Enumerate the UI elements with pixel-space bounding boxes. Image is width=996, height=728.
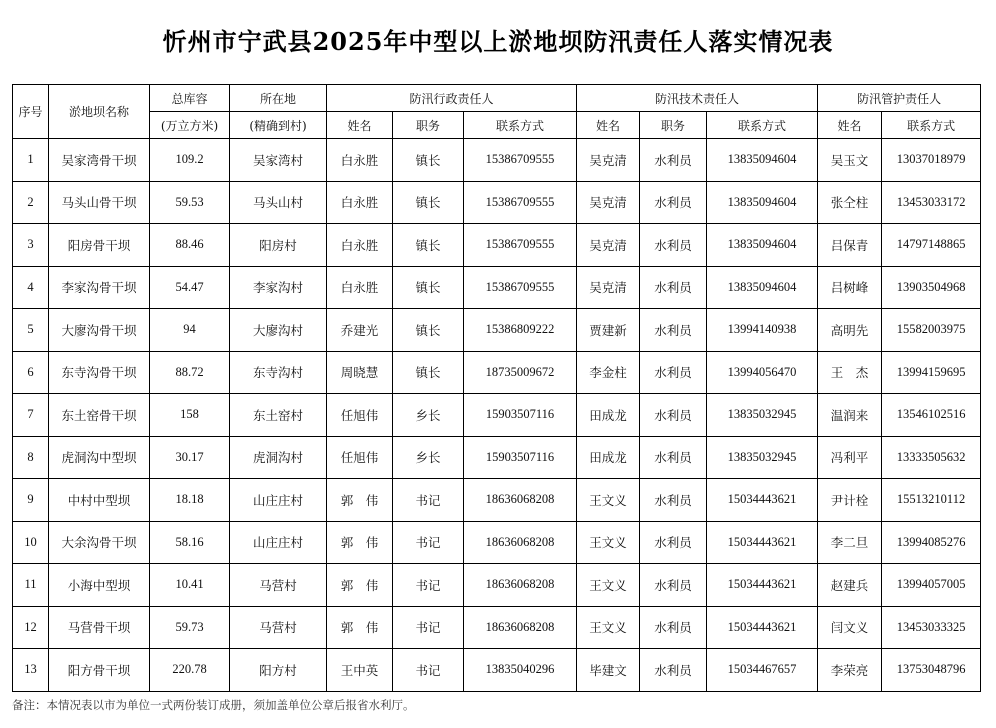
header-guard-group: 防汛管护责任人 xyxy=(818,85,981,112)
cell-dam-name: 吴家湾骨干坝 xyxy=(49,139,150,182)
cell-tech-name: 王文义 xyxy=(577,479,640,522)
cell-tech-position: 水利员 xyxy=(640,564,707,607)
cell-dam-name: 东寺沟骨干坝 xyxy=(49,351,150,394)
cell-guard-phone: 14797148865 xyxy=(882,224,981,267)
header-admin-name: 姓名 xyxy=(327,112,393,139)
cell-tech-name: 贾建新 xyxy=(577,309,640,352)
cell-tech-phone: 13994056470 xyxy=(707,351,818,394)
cell-tech-name: 吴克清 xyxy=(577,266,640,309)
header-guard-contact: 联系方式 xyxy=(882,112,981,139)
cell-village: 马头山村 xyxy=(230,181,327,224)
cell-seq: 11 xyxy=(13,564,49,607)
footnote: 备注：本情况表以市为单位一式两份装订成册，须加盖单位公章后报省水利厅。 xyxy=(12,698,415,712)
header-tech-group: 防汛技术责任人 xyxy=(577,85,818,112)
cell-dam-name: 马营骨干坝 xyxy=(49,606,150,649)
cell-tech-name: 王文义 xyxy=(577,606,640,649)
header-seq: 序号 xyxy=(13,85,49,139)
cell-admin-name: 白永胜 xyxy=(327,266,393,309)
cell-guard-name: 赵建兵 xyxy=(818,564,882,607)
cell-tech-phone: 15034443621 xyxy=(707,521,818,564)
cell-tech-phone: 15034443621 xyxy=(707,564,818,607)
cell-tech-position: 水利员 xyxy=(640,606,707,649)
cell-guard-name: 尹计栓 xyxy=(818,479,882,522)
cell-seq: 1 xyxy=(13,139,49,182)
cell-dam-name: 阳房骨干坝 xyxy=(49,224,150,267)
cell-tech-phone: 13835032945 xyxy=(707,436,818,479)
cell-guard-phone: 15513210112 xyxy=(882,479,981,522)
cell-admin-position: 镇长 xyxy=(393,224,464,267)
cell-admin-name: 白永胜 xyxy=(327,224,393,267)
cell-admin-phone: 15386809222 xyxy=(464,309,577,352)
cell-dam-name: 中村中型坝 xyxy=(49,479,150,522)
cell-village: 马营村 xyxy=(230,606,327,649)
cell-admin-name: 任旭伟 xyxy=(327,436,393,479)
cell-guard-phone: 13037018979 xyxy=(882,139,981,182)
header-dam-name: 淤地坝名称 xyxy=(49,85,150,139)
cell-admin-name: 白永胜 xyxy=(327,139,393,182)
cell-admin-phone: 13835040296 xyxy=(464,649,577,692)
cell-seq: 8 xyxy=(13,436,49,479)
cell-tech-name: 毕建文 xyxy=(577,649,640,692)
cell-tech-phone: 13835094604 xyxy=(707,181,818,224)
cell-tech-phone: 13835094604 xyxy=(707,266,818,309)
cell-village: 山庄庄村 xyxy=(230,479,327,522)
cell-admin-name: 白永胜 xyxy=(327,181,393,224)
cell-tech-position: 水利员 xyxy=(640,181,707,224)
cell-admin-phone: 18636068208 xyxy=(464,564,577,607)
cell-guard-name: 吕树峰 xyxy=(818,266,882,309)
cell-village: 阳方村 xyxy=(230,649,327,692)
cell-seq: 12 xyxy=(13,606,49,649)
cell-village: 阳房村 xyxy=(230,224,327,267)
cell-tech-name: 田成龙 xyxy=(577,436,640,479)
cell-admin-phone: 18636068208 xyxy=(464,479,577,522)
table-row xyxy=(13,521,981,564)
cell-guard-phone: 13994159695 xyxy=(882,351,981,394)
cell-admin-position: 镇长 xyxy=(393,266,464,309)
cell-capacity: 30.17 xyxy=(150,436,230,479)
cell-village: 虎洞沟村 xyxy=(230,436,327,479)
cell-admin-position: 镇长 xyxy=(393,181,464,224)
cell-admin-phone: 18636068208 xyxy=(464,521,577,564)
table-row xyxy=(13,564,981,607)
cell-tech-position: 水利员 xyxy=(640,266,707,309)
table-row xyxy=(13,479,981,522)
table-row xyxy=(13,224,981,267)
cell-capacity: 54.47 xyxy=(150,266,230,309)
cell-capacity: 58.16 xyxy=(150,521,230,564)
cell-tech-phone: 13835094604 xyxy=(707,139,818,182)
cell-dam-name: 东土窑骨干坝 xyxy=(49,394,150,437)
cell-tech-name: 吴克清 xyxy=(577,181,640,224)
page-title: 忻州市宁武县2025年中型以上淤地坝防汛责任人落实情况表 xyxy=(162,27,834,56)
cell-guard-phone: 13753048796 xyxy=(882,649,981,692)
cell-seq: 7 xyxy=(13,394,49,437)
cell-seq: 5 xyxy=(13,309,49,352)
cell-admin-phone: 15386709555 xyxy=(464,266,577,309)
cell-admin-position: 乡长 xyxy=(393,394,464,437)
table-row xyxy=(13,606,981,649)
cell-dam-name: 阳方骨干坝 xyxy=(49,649,150,692)
cell-tech-phone: 15034443621 xyxy=(707,606,818,649)
header-tech-position: 职务 xyxy=(640,112,707,139)
table-row xyxy=(13,436,981,479)
cell-tech-name: 田成龙 xyxy=(577,394,640,437)
cell-admin-phone: 15903507116 xyxy=(464,394,577,437)
cell-tech-name: 吴克清 xyxy=(577,224,640,267)
cell-admin-name: 任旭伟 xyxy=(327,394,393,437)
header-admin-position: 职务 xyxy=(393,112,464,139)
cell-admin-name: 郭 伟 xyxy=(327,521,393,564)
table-row xyxy=(13,266,981,309)
cell-village: 马营村 xyxy=(230,564,327,607)
cell-tech-position: 水利员 xyxy=(640,139,707,182)
cell-dam-name: 虎洞沟中型坝 xyxy=(49,436,150,479)
cell-seq: 2 xyxy=(13,181,49,224)
cell-guard-phone: 13994057005 xyxy=(882,564,981,607)
cell-capacity: 18.18 xyxy=(150,479,230,522)
cell-village: 山庄庄村 xyxy=(230,521,327,564)
cell-admin-position: 书记 xyxy=(393,564,464,607)
cell-admin-position: 乡长 xyxy=(393,436,464,479)
cell-admin-name: 王中英 xyxy=(327,649,393,692)
cell-admin-phone: 15903507116 xyxy=(464,436,577,479)
cell-admin-position: 书记 xyxy=(393,521,464,564)
cell-admin-phone: 15386709555 xyxy=(464,181,577,224)
cell-tech-position: 水利员 xyxy=(640,436,707,479)
cell-admin-position: 镇长 xyxy=(393,351,464,394)
header-tech-name: 姓名 xyxy=(577,112,640,139)
cell-guard-name: 李荣亮 xyxy=(818,649,882,692)
header-location: 所在地 xyxy=(230,85,327,112)
cell-admin-name: 郭 伟 xyxy=(327,606,393,649)
table-row xyxy=(13,394,981,437)
cell-guard-phone: 13546102516 xyxy=(882,394,981,437)
table-body xyxy=(13,139,981,692)
cell-admin-position: 书记 xyxy=(393,606,464,649)
table-row xyxy=(13,181,981,224)
cell-guard-phone: 13994085276 xyxy=(882,521,981,564)
cell-village: 东土窑村 xyxy=(230,394,327,437)
cell-dam-name: 李家沟骨干坝 xyxy=(49,266,150,309)
cell-guard-phone: 13453033325 xyxy=(882,606,981,649)
cell-tech-name: 王文义 xyxy=(577,521,640,564)
cell-admin-name: 郭 伟 xyxy=(327,479,393,522)
cell-tech-phone: 13835094604 xyxy=(707,224,818,267)
cell-admin-phone: 18636068208 xyxy=(464,606,577,649)
cell-tech-position: 水利员 xyxy=(640,649,707,692)
header-capacity-unit: (万立方米) xyxy=(150,112,230,139)
header-row-2 xyxy=(13,112,981,139)
cell-guard-name: 李二旦 xyxy=(818,521,882,564)
cell-seq: 4 xyxy=(13,266,49,309)
cell-dam-name: 小海中型坝 xyxy=(49,564,150,607)
cell-tech-phone: 15034443621 xyxy=(707,479,818,522)
cell-tech-position: 水利员 xyxy=(640,224,707,267)
cell-dam-name: 马头山骨干坝 xyxy=(49,181,150,224)
cell-tech-name: 吴克清 xyxy=(577,139,640,182)
cell-guard-name: 吕保青 xyxy=(818,224,882,267)
cell-tech-position: 水利员 xyxy=(640,479,707,522)
header-row-1 xyxy=(13,85,981,112)
cell-capacity: 59.73 xyxy=(150,606,230,649)
header-admin-contact: 联系方式 xyxy=(464,112,577,139)
cell-capacity: 10.41 xyxy=(150,564,230,607)
cell-guard-phone: 15582003975 xyxy=(882,309,981,352)
cell-guard-phone: 13903504968 xyxy=(882,266,981,309)
cell-tech-name: 李金柱 xyxy=(577,351,640,394)
cell-guard-name: 闫文义 xyxy=(818,606,882,649)
header-admin-group: 防汛行政责任人 xyxy=(327,85,577,112)
cell-admin-name: 周晓慧 xyxy=(327,351,393,394)
cell-seq: 6 xyxy=(13,351,49,394)
cell-capacity: 94 xyxy=(150,309,230,352)
table-row xyxy=(13,139,981,182)
cell-capacity: 109.2 xyxy=(150,139,230,182)
cell-capacity: 220.78 xyxy=(150,649,230,692)
header-guard-name: 姓名 xyxy=(818,112,882,139)
cell-guard-phone: 13453033172 xyxy=(882,181,981,224)
cell-dam-name: 大廖沟骨干坝 xyxy=(49,309,150,352)
cell-dam-name: 大余沟骨干坝 xyxy=(49,521,150,564)
cell-guard-name: 吴玉文 xyxy=(818,139,882,182)
cell-seq: 3 xyxy=(13,224,49,267)
cell-tech-phone: 15034467657 xyxy=(707,649,818,692)
cell-tech-position: 水利员 xyxy=(640,394,707,437)
cell-admin-phone: 15386709555 xyxy=(464,224,577,267)
cell-guard-name: 冯利平 xyxy=(818,436,882,479)
cell-capacity: 88.72 xyxy=(150,351,230,394)
cell-capacity: 59.53 xyxy=(150,181,230,224)
cell-guard-name: 王 杰 xyxy=(818,351,882,394)
cell-tech-phone: 13994140938 xyxy=(707,309,818,352)
cell-seq: 9 xyxy=(13,479,49,522)
cell-admin-position: 镇长 xyxy=(393,139,464,182)
cell-admin-name: 郭 伟 xyxy=(327,564,393,607)
cell-tech-position: 水利员 xyxy=(640,521,707,564)
cell-village: 东寺沟村 xyxy=(230,351,327,394)
cell-tech-position: 水利员 xyxy=(640,309,707,352)
cell-capacity: 158 xyxy=(150,394,230,437)
cell-admin-phone: 18735009672 xyxy=(464,351,577,394)
responsibility-table xyxy=(12,84,981,692)
table-row xyxy=(13,309,981,352)
cell-guard-name: 温润来 xyxy=(818,394,882,437)
cell-tech-name: 王文义 xyxy=(577,564,640,607)
cell-village: 大廖沟村 xyxy=(230,309,327,352)
cell-capacity: 88.46 xyxy=(150,224,230,267)
cell-guard-phone: 13333505632 xyxy=(882,436,981,479)
cell-admin-position: 镇长 xyxy=(393,309,464,352)
cell-guard-name: 张仝柱 xyxy=(818,181,882,224)
cell-seq: 10 xyxy=(13,521,49,564)
table-row xyxy=(13,351,981,394)
header-location-sub: (精确到村) xyxy=(230,112,327,139)
cell-guard-name: 高明先 xyxy=(818,309,882,352)
cell-admin-position: 书记 xyxy=(393,649,464,692)
header-tech-contact: 联系方式 xyxy=(707,112,818,139)
cell-tech-phone: 13835032945 xyxy=(707,394,818,437)
cell-seq: 13 xyxy=(13,649,49,692)
table-row xyxy=(13,649,981,692)
cell-admin-phone: 15386709555 xyxy=(464,139,577,182)
cell-village: 李家沟村 xyxy=(230,266,327,309)
cell-admin-position: 书记 xyxy=(393,479,464,522)
cell-admin-name: 乔建光 xyxy=(327,309,393,352)
header-capacity: 总库容 xyxy=(150,85,230,112)
cell-village: 吴家湾村 xyxy=(230,139,327,182)
cell-tech-position: 水利员 xyxy=(640,351,707,394)
